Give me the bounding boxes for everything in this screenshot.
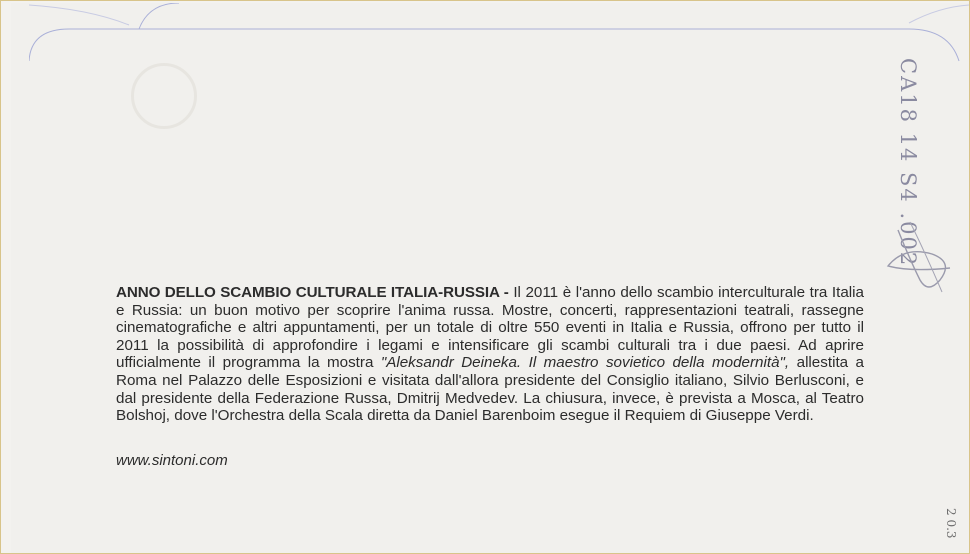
article-body-part2: allestita a Roma nel Palazzo delle Esposizioni e visitata dall'allora presidente del Consiglio italiano, Silvio Berlusconi, e dal presidente della Federazione Russa, Dmitrij Medvedev. La chiusura, invece, è prevista a Mosca, al Teatro Bolshoj, dove l'Orchestra della Scala diretta da Daniel Barenboim esegue il Requiem di Giuseppe Verdi.	[116, 354, 865, 425]
article-headline: ANNO DELLO SCAMBIO CULTURALE ITALIA-RUSSIA -	[116, 284, 509, 301]
article-text	[116, 284, 864, 425]
signature-scribble	[880, 210, 958, 300]
exhibition-title: "Aleksandr Deineka. Il maestro sovietico della modernità",	[380, 354, 790, 372]
handwritten-catalog-code: CA18 14 S4 .002	[896, 58, 920, 268]
handwritten-note: 2 0.3	[944, 508, 958, 539]
envelope-flap-outline	[29, 3, 969, 63]
website-url: www.sintoni.com	[116, 452, 228, 469]
envelope-back	[11, 3, 969, 553]
article-body-part1: Il 2011 è l'anno dello scambio interculturale tra Italia e Russia: un buon motivo per scoprire l'anima russa. Mostre, concerti, rappresentazioni teatrali, rassegne cinematografiche e altri appuntamenti, per un totale di oltre 550 eventi in Italia e Russia, offrono per tutto il 2011 la possibilità di approfondire i legami e intensificare gli scambi culturali tra i due paesi. Ad aprire ufficialmente il programma la mostra	[116, 284, 864, 372]
faint-logo-mark	[131, 63, 197, 129]
